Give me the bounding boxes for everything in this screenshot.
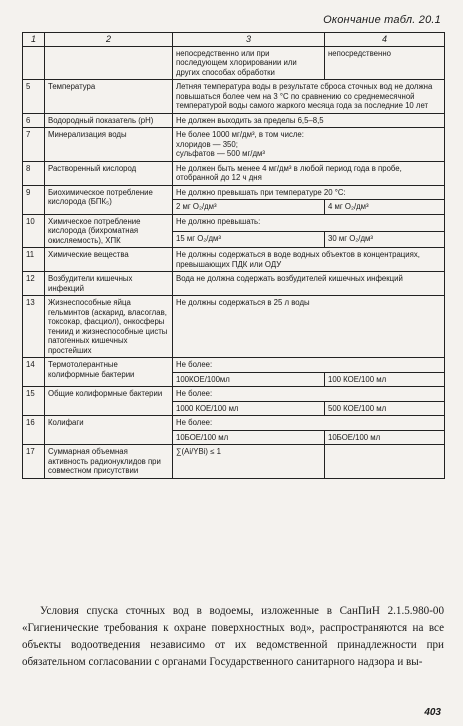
col-header-1: 1 bbox=[23, 33, 45, 47]
cell-value-4: 30 мг О₂/дм³ bbox=[325, 231, 445, 248]
cell-name: Биохимическое потребление кислорода (БПК₅) bbox=[45, 185, 173, 214]
req-line: хлоридов — 350; bbox=[176, 139, 238, 149]
cell-value-4: 500 КОЕ/100 мл bbox=[325, 401, 445, 416]
cell-name: Водородный показатель (рН) bbox=[45, 113, 173, 128]
col-header-4: 4 bbox=[325, 33, 445, 47]
cell-req: непосредственно или при последующем хлорировании или других способах обработки bbox=[173, 46, 325, 80]
cell-num: 13 bbox=[23, 296, 45, 358]
table-row-8 bbox=[23, 161, 445, 185]
cell-value-3: 100КОЕ/100мл bbox=[173, 372, 325, 387]
cell-req: Не более: bbox=[173, 416, 445, 431]
table-caption: Окончание табл. 20.1 bbox=[323, 14, 441, 26]
table-row-5 bbox=[23, 80, 445, 114]
cell-name: Термотолерантные колиформные бактерии bbox=[45, 358, 173, 387]
table-row-10 bbox=[23, 214, 445, 231]
cell-num: 16 bbox=[23, 416, 45, 445]
cell-req: Не более: bbox=[173, 358, 445, 373]
table-row-15 bbox=[23, 387, 445, 402]
cell-req: Не должны содержаться в 25 л воды bbox=[173, 296, 445, 358]
cell-req: Не должны содержаться в воде водных объектов в концентрациях, превышающих ПДК или ОДУ bbox=[173, 248, 445, 272]
table-row-14 bbox=[23, 358, 445, 373]
col-header-2: 2 bbox=[45, 33, 173, 47]
table-row-7 bbox=[23, 128, 445, 162]
cell-num: 5 bbox=[23, 80, 45, 114]
req-line: Не более 1000 мг/дм³, в том числе: bbox=[176, 130, 304, 140]
cell-req: Летняя температура воды в результате сброса сточных вод не должна повышаться более чем на 3 °С по сравнению со среднемесячной температурой воды самого жаркого месяца года за последние 10 лет bbox=[173, 80, 445, 114]
cell-name: Температура bbox=[45, 80, 173, 114]
cell-name: Возбудители кишечных инфекций bbox=[45, 272, 173, 296]
cell-name: Колифаги bbox=[45, 416, 173, 445]
cell-num: 7 bbox=[23, 128, 45, 162]
cell-name: Жизнеспособные яйца гельминтов (аскарид, власоглав, токсокар, фасциол), онкосферы тениид и жизнеспособные цисты патогенных кишечных простейших bbox=[45, 296, 173, 358]
cell-num: 9 bbox=[23, 185, 45, 214]
cell-num: 17 bbox=[23, 445, 45, 479]
cell-num: 15 bbox=[23, 387, 45, 416]
cell-value-3: 10БОЕ/100 мл bbox=[173, 430, 325, 445]
cell-req: Не должно превышать при температуре 20 °С: bbox=[173, 185, 445, 200]
table-row-continuation bbox=[23, 46, 445, 80]
cell-req-4: непосредственно bbox=[325, 46, 445, 80]
cell-num: 14 bbox=[23, 358, 45, 387]
cell-req: Не должен выходить за пределы 6,5–8,5 bbox=[173, 113, 445, 128]
cell-num: 6 bbox=[23, 113, 45, 128]
col-header-3: 3 bbox=[173, 33, 325, 47]
page-number: 403 bbox=[424, 707, 441, 718]
cell-name: Химическое потребление кислорода (бихроматная окисляемость), ХПК bbox=[45, 214, 173, 248]
cell-req: Не более: bbox=[173, 387, 445, 402]
table-row-12 bbox=[23, 272, 445, 296]
table-row-13 bbox=[23, 296, 445, 358]
table-row-16 bbox=[23, 416, 445, 431]
cell-name: Общие колиформные бактерии bbox=[45, 387, 173, 416]
cell-name: Суммарная объемная активность радионуклидов при совместном присутствии bbox=[45, 445, 173, 479]
table-row-6 bbox=[23, 113, 445, 128]
cell-req: Вода не должна содержать возбудителей кишечных инфекций bbox=[173, 272, 445, 296]
cell-num: 10 bbox=[23, 214, 45, 248]
cell-value-3: 15 мг О₂/дм³ bbox=[173, 231, 325, 248]
cell-name: Химические вещества bbox=[45, 248, 173, 272]
req-line: сульфатов — 500 мг/дм³ bbox=[176, 149, 265, 159]
cell-req: Не должно превышать: bbox=[173, 214, 445, 231]
hygiene-requirements-table bbox=[22, 32, 445, 479]
table-row-11 bbox=[23, 248, 445, 272]
cell-value-4: 10БОЕ/100 мл bbox=[325, 430, 445, 445]
cell-num: 8 bbox=[23, 161, 45, 185]
cell-name: Минерализация воды bbox=[45, 128, 173, 162]
cell-req: Не должен быть менее 4 мг/дм³ в любой период года в пробе, отобранной до 12 ч дня bbox=[173, 161, 445, 185]
cell-value-4: 100 КОЕ/100 мл bbox=[325, 372, 445, 387]
cell-num: 12 bbox=[23, 272, 45, 296]
cell-name: Растворенный кислород bbox=[45, 161, 173, 185]
cell-num: 11 bbox=[23, 248, 45, 272]
body-paragraph: Условия спуска сточных вод в водоемы, изложенные в СанПиН 2.1.5.980-00 «Гигиенические требования к охране поверхностных вод», распространяются на все объекты водоотведения независимо от их ведомственной принадлежности при обязательном согласовании с органами Государственного санитарного надзора и вы- bbox=[22, 605, 444, 668]
cell-req bbox=[173, 128, 445, 162]
cell-value-4: 4 мг О₂/дм³ bbox=[325, 200, 445, 215]
cell-req: ∑(Ai/YBi) ≤ 1 bbox=[173, 445, 325, 479]
table-header-row bbox=[23, 33, 445, 47]
cell-value-3: 2 мг О₂/дм³ bbox=[173, 200, 325, 215]
cell-value-3: 1000 КОЕ/100 мл bbox=[173, 401, 325, 416]
table-row-9 bbox=[23, 185, 445, 200]
table-row-17 bbox=[23, 445, 445, 479]
